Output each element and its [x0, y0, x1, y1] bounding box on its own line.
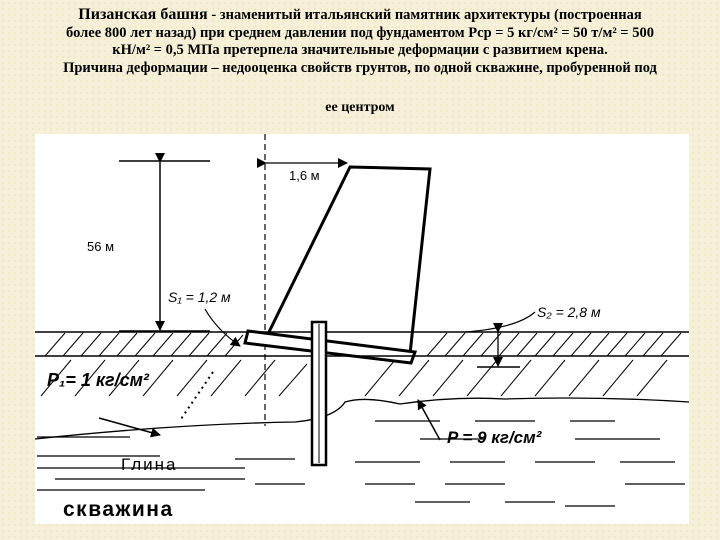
s1-label: S₁ = 1,2 м [168, 289, 231, 305]
title-rest: - знаменитый итальянский памятник архитектуры (построенная [207, 7, 642, 23]
text-line-4: Причина деформации – недооценка свойств грунтов, по одной скважине, пробуренной под [63, 59, 657, 76]
s2-leader [465, 312, 535, 332]
p1-dotted-line [181, 372, 213, 419]
tower-body [268, 167, 430, 354]
text-line-3: кН/м² = 0,5 МПа претерпела значительные деформации с развитием крена. [112, 42, 608, 58]
height-label: 56 м [87, 239, 115, 254]
tower-diagram [35, 134, 689, 524]
soil-boundary [35, 398, 689, 439]
p1-label: P₁= 1 кг/см² [47, 370, 149, 390]
clay-label: Глина [121, 455, 178, 474]
borehole-label: скважина [63, 498, 174, 521]
s2-label: S₂ = 2,8 м [537, 304, 601, 320]
p-arrow [418, 400, 440, 440]
description-text [0, 6, 720, 77]
p-label: P = 9 кг/см² [447, 428, 542, 447]
page-title: Пизанская башня [78, 6, 208, 23]
text-line-2: более 800 лет назад) при среднем давлении под фундаментом Рср = 5 кг/см² = 50 т/м² = 500 [66, 24, 654, 41]
text-line-5: ее центром [325, 100, 395, 115]
offset-label: 1,6 м [289, 168, 320, 183]
diagram-svg [35, 134, 689, 524]
title-line [0, 6, 720, 25]
s1-leader [205, 309, 240, 346]
